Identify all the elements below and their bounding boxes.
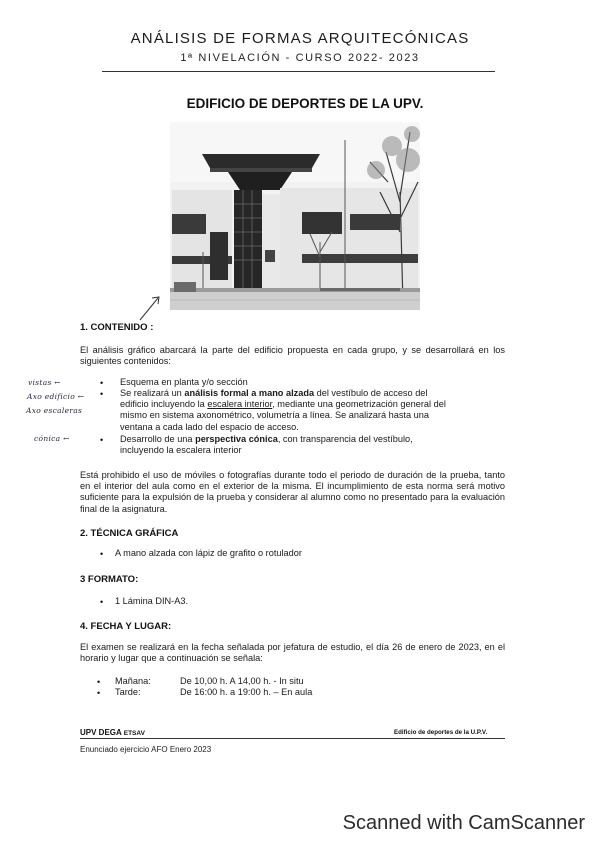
schedule-value-morning: De 10,00 h. A 14,00 h. - In situ [180, 676, 304, 686]
prohibition-notice: Está prohibido el uso de móviles o fotografías durante todo el periodo de duración de la prueba, tanto en el interior del aula como en el exterior de la misma. El incumplimiento de esta norma será motivo suficiente para la expulsión de la prueba y considerar al alumno como no presentado para la evaluación final de la asignatura. [80, 470, 505, 514]
item-text: del vestíbulo de acceso del [314, 388, 428, 398]
bullet-marker: • [100, 435, 104, 445]
handwritten-note-axo-escaleras: Axo escaleras [26, 406, 83, 415]
footer-note: Enunciado ejercicio AFO Enero 2023 [80, 745, 212, 754]
section-1-heading: 1. CONTENIDO : [80, 322, 154, 333]
handwritten-note-vistas: vistas ← [28, 378, 61, 387]
bullet-marker: • [100, 549, 104, 559]
footer-institution-small: ETSAV [123, 730, 145, 737]
course-title: ANÁLISIS DE FORMAS ARQUITECÓNICAS [130, 30, 470, 47]
item-emphasis: análisis formal a mano alzada [184, 388, 315, 398]
format-item: 1 Lámina DIN-A3. [115, 596, 189, 606]
scanner-watermark: Scanned with CamScanner [342, 812, 585, 834]
item-text: ventana a cada lado del espacio de acceso. [120, 421, 299, 432]
footer-institution-main: UPV DEGA [80, 728, 122, 737]
schedule-value-afternoon: De 16:00 h. a 19:00 h. – En aula [180, 687, 313, 697]
item-underlined: escalera interior [207, 399, 273, 410]
schedule-label-afternoon: Tarde: [115, 687, 141, 697]
item-emphasis: perspectiva cónica [195, 434, 278, 444]
bullet-marker: • [97, 677, 101, 687]
footer-building: Edificio de deportes de la U.P.V. [394, 729, 488, 736]
bullet-marker: • [100, 597, 104, 607]
item-text: mismo en sistema axonométrico, volumetría a línea. Se analizará hasta una [120, 410, 429, 421]
footer-institution [80, 728, 145, 737]
handwritten-arrow-icon [138, 294, 162, 322]
section-4-intro: El examen se realizará en la fecha señalada por jefatura de estudio, el día 26 de enero de 2023, en el horario y lugar que a continuación se señala: [80, 642, 505, 664]
item-text: , con transparencia del vestíbulo, [277, 434, 413, 444]
section-3-heading: 3 FORMATO: [80, 574, 139, 585]
content-item-esquema: Esquema en planta y/o sección [120, 377, 248, 387]
item-text: edificio incluyendo la [120, 399, 208, 410]
section-4-heading: 4. FECHA Y LUGAR: [80, 621, 172, 632]
item-text: , mediante una geometrización general del [272, 399, 446, 410]
building-photo [170, 122, 420, 310]
item-text: incluyendo la escalera interior [120, 445, 242, 456]
course-subtitle: 1ª NIVELACIÓN - CURSO 2022- 2023 [180, 52, 420, 64]
handwritten-note-axo-edificio: Axo edificio ← [27, 392, 85, 401]
item-text: Se realizará un [120, 388, 185, 398]
header-rule [102, 71, 495, 72]
bullet-marker: • [100, 389, 104, 399]
footer-rule [80, 738, 505, 739]
technique-item: A mano alzada con lápiz de grafito o rotulador [115, 548, 302, 558]
section-1-intro: El análisis gráfico abarcará la parte del edificio propuesta en cada grupo, y se desarrollará en los siguientes contenidos: [80, 345, 505, 367]
handwritten-note-conica: cónica ← [34, 434, 70, 443]
bullet-marker: • [97, 688, 101, 698]
content-item-analisis [120, 388, 508, 433]
schedule-label-morning: Mañana: [115, 676, 151, 686]
content-item-perspectiva [120, 434, 508, 456]
section-2-heading: 2. TÉCNICA GRÁFICA [80, 528, 179, 539]
item-text: Desarrollo de una [120, 434, 196, 444]
bullet-marker: • [100, 378, 104, 388]
document-title: EDIFICIO DE DEPORTES DE LA UPV. [186, 96, 424, 111]
